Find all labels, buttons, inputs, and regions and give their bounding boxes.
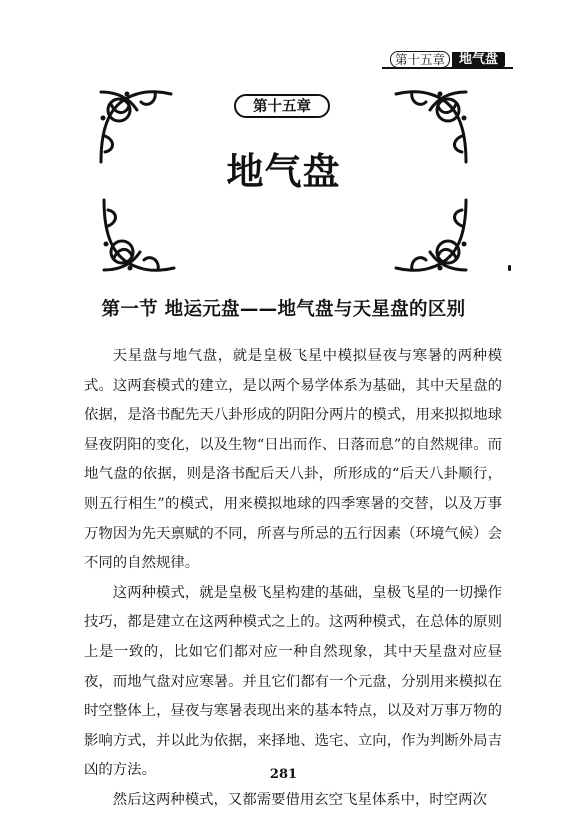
ornament-bottom-left xyxy=(100,196,178,274)
body-text xyxy=(84,342,502,816)
running-header xyxy=(390,50,505,69)
running-header-chapter: 第十五章 xyxy=(390,51,450,68)
paragraph: 然后这两种模式，又都需要借用玄空飞星体系中，时空两次 xyxy=(112,791,487,808)
ornament-bottom-right xyxy=(392,196,470,274)
page-number: 281 xyxy=(269,767,298,782)
paragraph: 这两种模式，就是皇极飞星构建的基础，皇极飞星的一切操作技巧，都是建立在这两种模式之上的。这两种模式，在总体的原则上是一致的，比如它们都对应一种自然现象，其中天星盘对应昼夜，而地气盘对应寒暑。并且它们都有一个元盘，分别用来模拟在时空整体上，昼夜与寒暑表现出来的基本特点，以及对万事万物的影响方式，并以此为依据，来择地、选宅、立向，作为判断外局吉凶的方法。 xyxy=(84,584,502,779)
section-title: 第一节 地运元盘——地气盘与天星盘的区别 xyxy=(101,299,466,320)
chapter-title: 地气盘 xyxy=(226,150,341,193)
paragraph: 天星盘与地气盘，就是皇极飞星中模拟昼夜与寒暑的两种模式。这两套模式的建立，是以两个易学体系为基础，其中天星盘的依据，是洛书配先天八卦形成的阴阳分两片的模式，用来拟拟地球昼夜阴阳的变化，以及生物“日出而作、日落而息”的自然规律。而地气盘的依据，则是洛书配后天八卦，所形成的“后天八卦顺行，则五行相生”的模式，用来模拟地球的四季寒暑的交替，以及万事万物因为先天禀赋的不同，所喜与所忌的五行因素（环境气候）会不同的自然规律。 xyxy=(84,348,502,572)
margin-mark xyxy=(508,265,511,271)
chapter-label: 第十五章 xyxy=(234,94,330,118)
running-header-title: 地气盘 xyxy=(452,52,505,67)
